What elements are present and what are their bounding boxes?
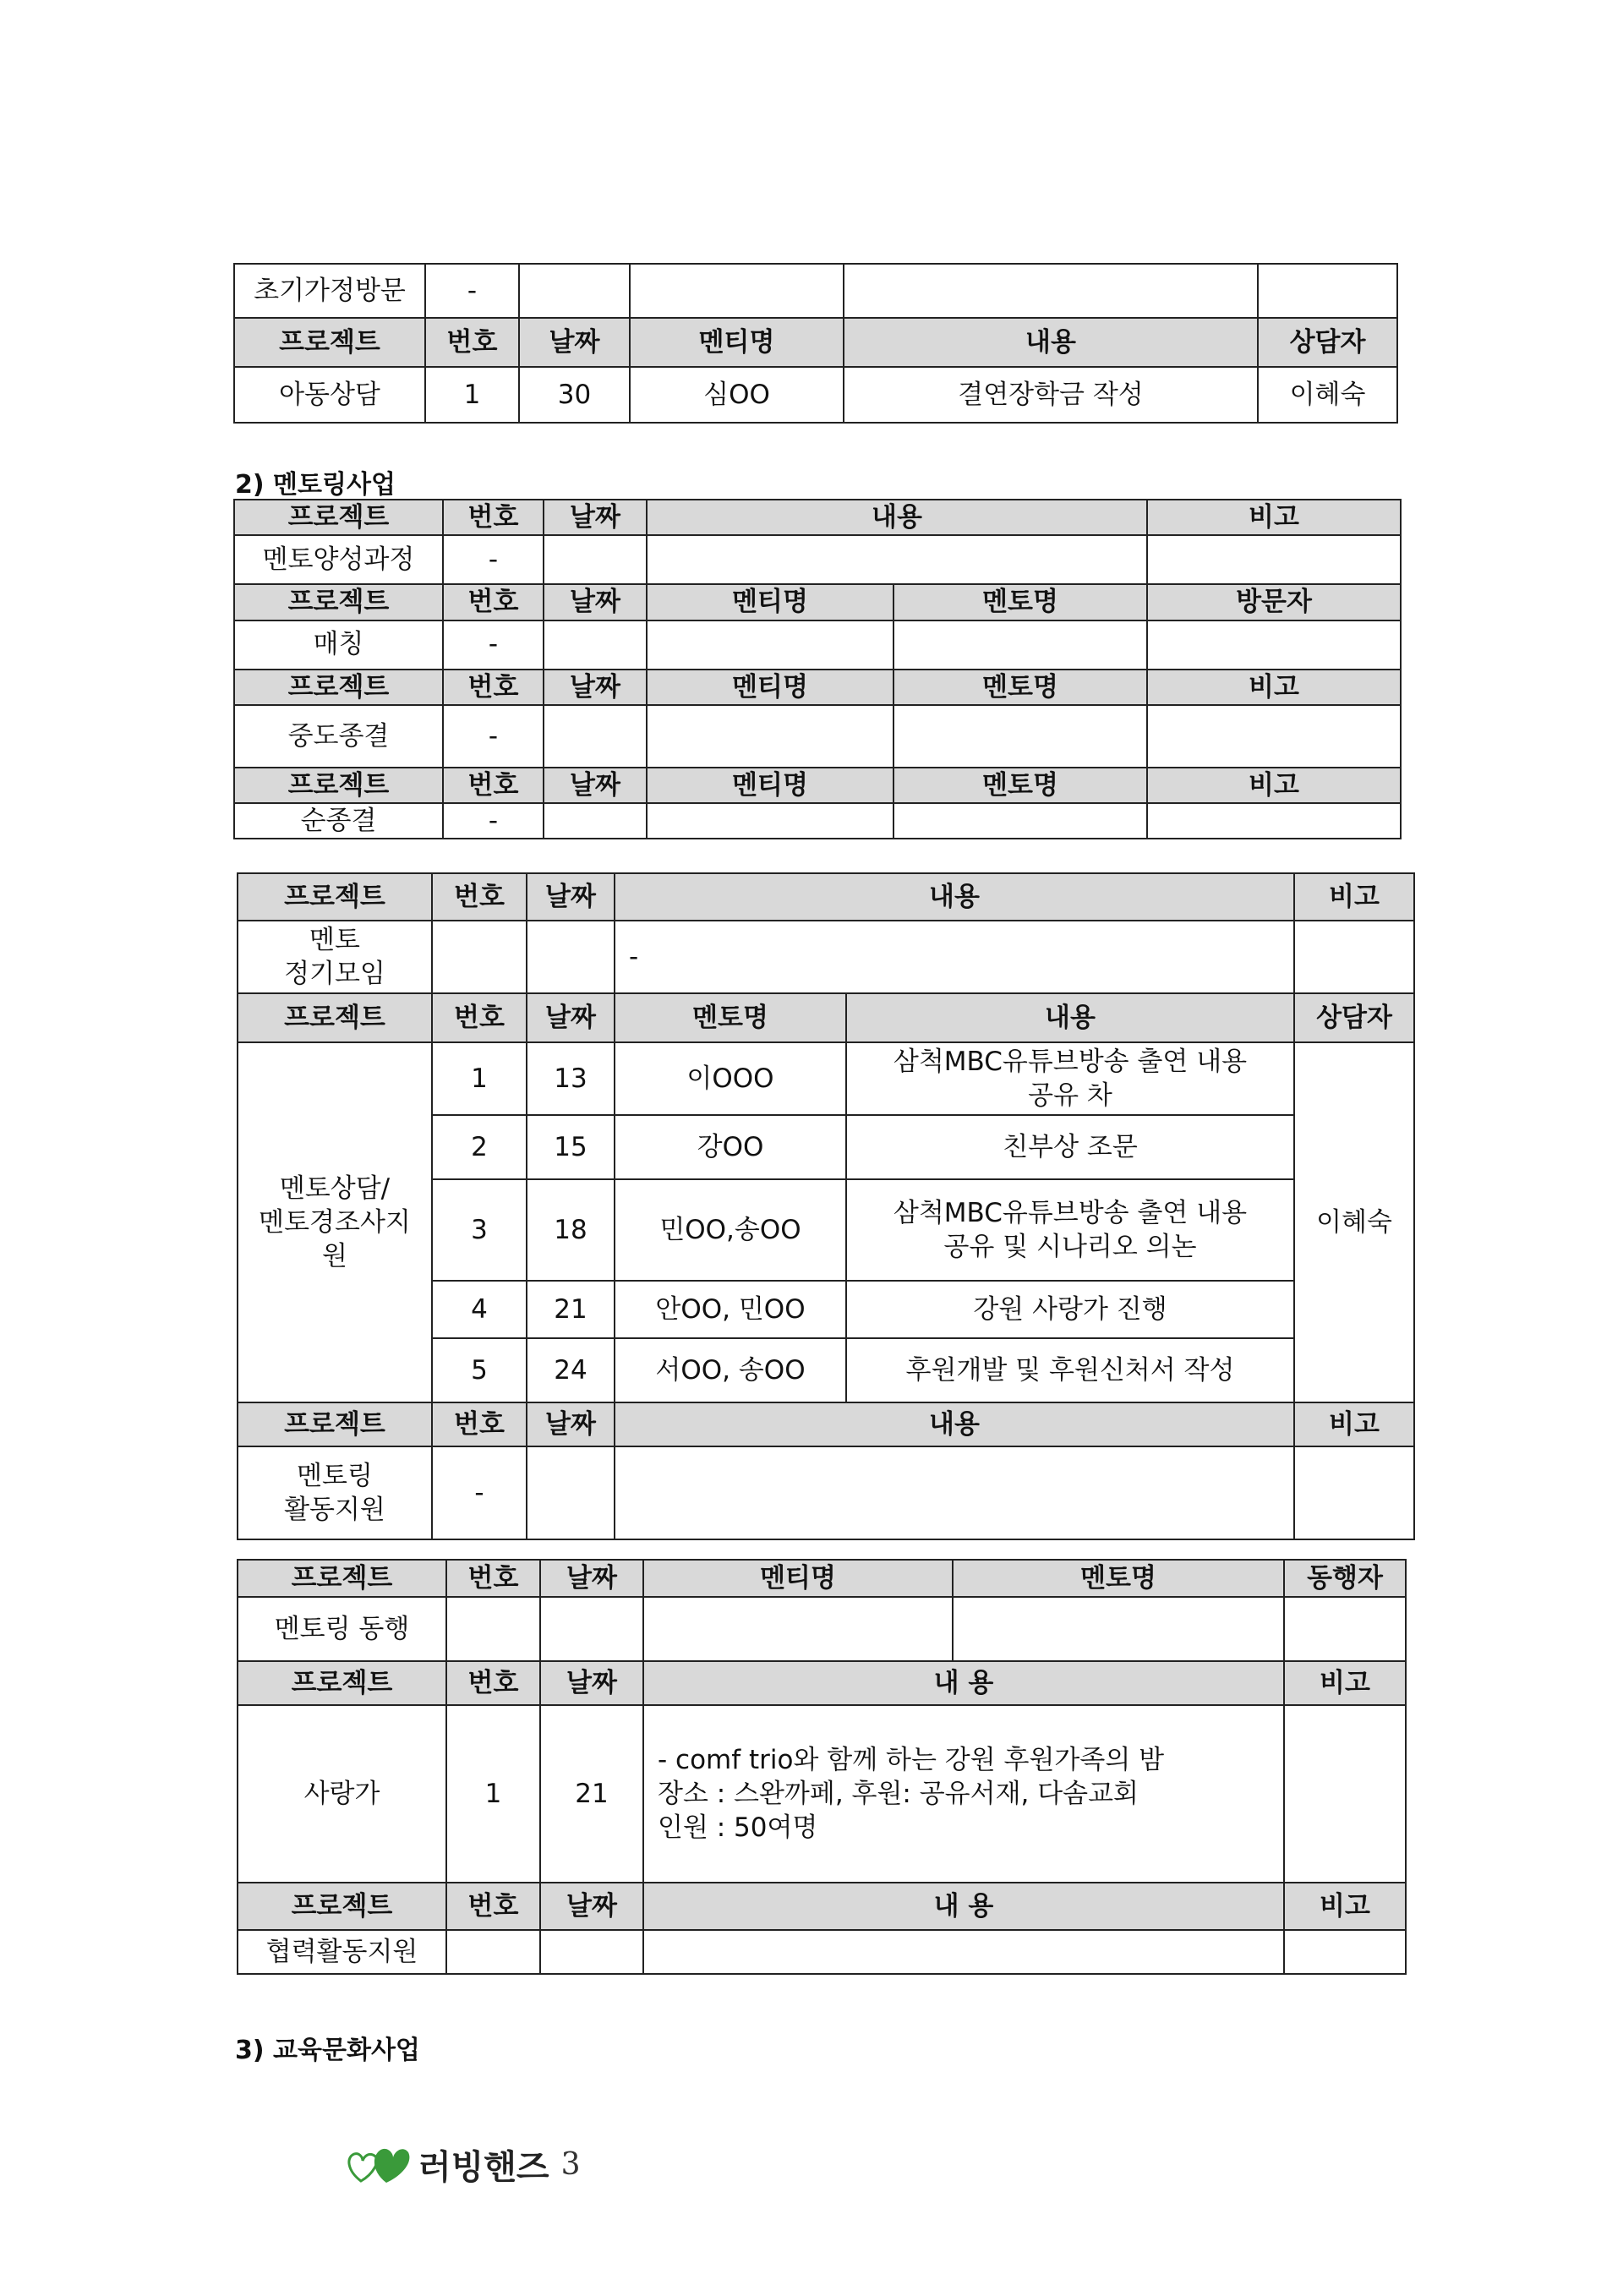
header-cell: 멘토명: [893, 768, 1147, 803]
cell: -: [443, 535, 544, 584]
cell: [527, 921, 615, 993]
header-cell: 멘티명: [630, 318, 844, 367]
cell: 삼척MBC유튜브방송 출연 내용 공유 및 시나리오 의논: [846, 1179, 1294, 1281]
cell: 심OO: [630, 367, 844, 423]
counseling-table: [233, 263, 1398, 424]
header-cell: 비고: [1147, 670, 1401, 705]
header-cell: 프로젝트: [234, 318, 425, 367]
header-cell: 멘티명: [647, 768, 893, 803]
cell: -: [425, 264, 519, 318]
header-cell: 비고: [1284, 1883, 1406, 1930]
cell: 중도종결: [234, 705, 443, 768]
cell: [647, 620, 893, 670]
header-cell: 날짜: [527, 873, 615, 921]
cell: [630, 264, 844, 318]
header-cell: 상담자: [1258, 318, 1397, 367]
header-cell: 프로젝트: [234, 500, 443, 535]
cell: -: [615, 921, 1294, 993]
header-cell: 프로젝트: [238, 1661, 446, 1705]
cell: [1284, 1597, 1406, 1661]
header-cell: 날짜: [527, 1402, 615, 1446]
cell: [544, 620, 647, 670]
cell: [446, 1597, 540, 1661]
header-cell: 멘티명: [647, 584, 893, 620]
cell: 강OO: [615, 1115, 846, 1179]
cell: [540, 1930, 643, 1974]
cell: 강원 사랑가 진행: [846, 1281, 1294, 1338]
cell: 18: [527, 1179, 615, 1281]
header-cell: 프로젝트: [238, 1883, 446, 1930]
cell: 멘토양성과정: [234, 535, 443, 584]
header-cell: 날짜: [540, 1661, 643, 1705]
section-2-title: 2) 멘토링사업: [235, 470, 396, 500]
cell: 이혜숙: [1258, 367, 1397, 423]
cell: 1: [446, 1705, 540, 1883]
header-cell: 내용: [844, 318, 1258, 367]
cell: -: [443, 705, 544, 768]
header-cell: 날짜: [540, 1883, 643, 1930]
header-cell: 날짜: [540, 1560, 643, 1597]
table-row: [238, 1042, 1414, 1115]
cell: [647, 705, 893, 768]
cell: 24: [527, 1338, 615, 1402]
cell: [893, 620, 1147, 670]
cell: 4: [432, 1281, 527, 1338]
header-cell: 날짜: [519, 318, 630, 367]
hands-logo-icon: [342, 2139, 413, 2189]
header-cell: 비고: [1147, 500, 1401, 535]
cell: 멘토링 동행: [238, 1597, 446, 1661]
header-cell: 프로젝트: [234, 670, 443, 705]
header-cell: 멘토명: [953, 1560, 1284, 1597]
cell: [527, 1446, 615, 1539]
cell: 매칭: [234, 620, 443, 670]
section-3-title: 3) 교육문화사업: [235, 2036, 420, 2065]
cell: 이혜숙: [1294, 1042, 1414, 1402]
cell: [1147, 535, 1401, 584]
cell: 아동상담: [234, 367, 425, 423]
cell: -: [432, 1446, 527, 1539]
cell: [643, 1930, 1284, 1974]
header-cell: 번호: [446, 1560, 540, 1597]
header-cell: 멘토명: [615, 993, 846, 1042]
cell: 5: [432, 1338, 527, 1402]
header-cell: 프로젝트: [238, 1402, 432, 1446]
header-cell: 번호: [443, 584, 544, 620]
header-cell: 프로젝트: [238, 873, 432, 921]
header-cell: 비고: [1284, 1661, 1406, 1705]
cell: 1: [425, 367, 519, 423]
cell: 후원개발 및 후원신처서 작성: [846, 1338, 1294, 1402]
cell: 협력활동지원: [238, 1930, 446, 1974]
header-cell: 날짜: [544, 584, 647, 620]
header-cell: 내용: [846, 993, 1294, 1042]
header-cell: 내용: [615, 873, 1294, 921]
header-cell: 날짜: [544, 670, 647, 705]
cell: [1258, 264, 1397, 318]
cell: [615, 1446, 1294, 1539]
cell: [544, 803, 647, 839]
header-cell: 번호: [432, 1402, 527, 1446]
cell: [544, 535, 647, 584]
cell: 사랑가: [238, 1705, 446, 1883]
cell: 13: [527, 1042, 615, 1115]
cell: [1284, 1705, 1406, 1883]
header-cell: 멘토명: [893, 584, 1147, 620]
cell: 21: [527, 1281, 615, 1338]
cell: [844, 264, 1258, 318]
cell: 민OO,송OO: [615, 1179, 846, 1281]
page-number: 3: [560, 2146, 581, 2182]
cell: 삼척MBC유튜브방송 출연 내용 공유 차: [846, 1042, 1294, 1115]
cell: [1294, 921, 1414, 993]
cell: [1147, 705, 1401, 768]
header-cell: 멘티명: [643, 1560, 953, 1597]
cell: [544, 705, 647, 768]
cell: 순종결: [234, 803, 443, 839]
cell: - comf trio와 함께 하는 강원 후원가족의 밤 장소 : 스완까페, 후원: 공유서재, 다솜교회 인원 : 50여명: [643, 1705, 1284, 1883]
cell: [893, 803, 1147, 839]
header-cell: 상담자: [1294, 993, 1414, 1042]
cell: [446, 1930, 540, 1974]
cell: 초기가정방문: [234, 264, 425, 318]
cell: 3: [432, 1179, 527, 1281]
mentoring-accompany-table: [237, 1559, 1407, 1975]
cell: 이OOO: [615, 1042, 846, 1115]
header-cell: 번호: [446, 1661, 540, 1705]
header-cell: 멘티명: [647, 670, 893, 705]
cell: [519, 264, 630, 318]
header-cell: 번호: [443, 768, 544, 803]
header-cell: 방문자: [1147, 584, 1401, 620]
header-cell: 멘토명: [893, 670, 1147, 705]
cell: 서OO, 송OO: [615, 1338, 846, 1402]
cell: 2: [432, 1115, 527, 1179]
cell: [432, 921, 527, 993]
cell: -: [443, 620, 544, 670]
cell: 1: [432, 1042, 527, 1115]
header-cell: 번호: [425, 318, 519, 367]
cell: [1294, 1446, 1414, 1539]
header-cell: 내용: [647, 500, 1147, 535]
footer: [342, 2139, 580, 2189]
header-cell: 날짜: [527, 993, 615, 1042]
cell: 안OO, 민OO: [615, 1281, 846, 1338]
header-cell: 내 용: [643, 1661, 1284, 1705]
cell: [643, 1597, 953, 1661]
mentor-meeting-table: [237, 872, 1415, 1540]
cell: 15: [527, 1115, 615, 1179]
cell: -: [443, 803, 544, 839]
cell: 친부상 조문: [846, 1115, 1294, 1179]
cell: [953, 1597, 1284, 1661]
header-cell: 비고: [1294, 1402, 1414, 1446]
brand-name: 러빙핸즈: [418, 2147, 549, 2187]
header-cell: 번호: [432, 873, 527, 921]
mentoring-table: [233, 499, 1402, 839]
cell: 21: [540, 1705, 643, 1883]
header-cell: 날짜: [544, 500, 647, 535]
header-cell: 프로젝트: [238, 993, 432, 1042]
cell: 멘토상담/ 멘토경조사지 원: [238, 1042, 432, 1402]
header-cell: 프로젝트: [238, 1560, 446, 1597]
header-cell: 동행자: [1284, 1560, 1406, 1597]
cell: [540, 1597, 643, 1661]
header-cell: 비고: [1294, 873, 1414, 921]
header-cell: 번호: [432, 993, 527, 1042]
header-cell: 번호: [446, 1883, 540, 1930]
cell: 30: [519, 367, 630, 423]
header-cell: 프로젝트: [234, 768, 443, 803]
header-cell: 날짜: [544, 768, 647, 803]
cell: 결연장학금 작성: [844, 367, 1258, 423]
cell: [893, 705, 1147, 768]
header-cell: 프로젝트: [234, 584, 443, 620]
header-cell: 번호: [443, 500, 544, 535]
header-cell: 번호: [443, 670, 544, 705]
header-cell: 내 용: [643, 1883, 1284, 1930]
cell: [1147, 803, 1401, 839]
cell: [1284, 1930, 1406, 1974]
cell: [647, 535, 1147, 584]
cell: 멘토 정기모임: [238, 921, 432, 993]
cell: [1147, 620, 1401, 670]
header-cell: 내용: [615, 1402, 1294, 1446]
cell: [647, 803, 893, 839]
header-cell: 비고: [1147, 768, 1401, 803]
cell: 멘토링 활동지원: [238, 1446, 432, 1539]
